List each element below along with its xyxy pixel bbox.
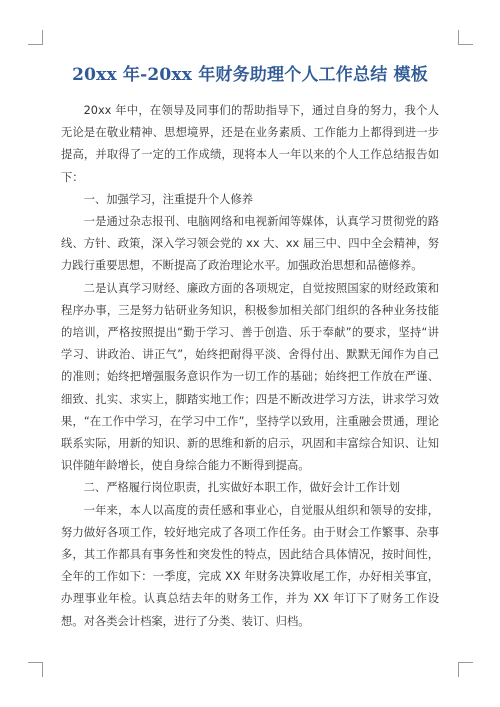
body-paragraph: 二是认真学习财经、廉政方面的各项规定，自觉按照国家的财经政策和程序办事，三是努力钻研业务知识，积极参加相关部门组织的各种业务技能的培训，严格按照提出“勤于学习、善于创造、乐于奉献”的要求，坚持“讲学习、讲政治、讲正气”，始终把耐得平淡、舍得付出、默默无闻作为自己的准则；始终把增强服务意识作为一切工作的基础；始终把工作放在严谨、细致、扎实、求实上，脚踏实地工作；四是不断改进学习方法，讲求学习效果，“在工作中学习，在学习中工作”，坚持学以致用，注重融会贯通，理论联系实际，用新的知识、新的思维和新的启示，巩固和丰富综合知识、让知识伴随年龄增长，使自身综合能力不断得到提高。 [61,281,439,473]
crop-mark-bottom-left [28,662,43,677]
document-body [61,100,439,633]
crop-mark-top-right [458,30,473,45]
crop-mark-bottom-right [458,662,473,677]
crop-mark-top-left [28,30,43,45]
document-title: 20xx 年-20xx 年财务助理个人工作总结 模板 [72,65,428,85]
intro-paragraph: 20xx 年中，在领导及同事们的帮助指导下，通过自身的努力，我个人无论是在敬业精神、思想境界，还是在业务素质、工作能力上都得到进一步提高，并取得了一定的工作成绩，现将本人一年以来的个人工作总结报告如下： [61,104,439,184]
body-paragraph: 一年来，本人以高度的责任感和事业心，自觉服从组织和领导的安排，努力做好各项工作，较好地完成了各项工作任务。由于财会工作繁事、杂事多，其工作都具有事务性和突发性的特点，因此结合具体情况，按时间性，全年的工作如下：一季度，完成 XX 年财务决算收尾工作，办好相关事宜，办理事业年检。认真总结去年的财务工作，并为 XX 年订下了财务工作设想。对各类会计档案，进行了分类、装订、归档。 [61,503,439,628]
section-heading-2: 二、严格履行岗位职责，扎实做好本职工作，做好会计工作计划 [83,481,400,495]
section-heading-1: 一、加强学习，注重提升个人修养 [83,192,254,206]
body-paragraph: 一是通过杂志报刊、电脑网络和电视新闻等媒体，认真学习贯彻党的路线、方针、政策，深入学习领会党的 xx 大、xx 届三中、四中全会精神，努力践行重要思想，不断提高了政治理论水平。加强政治思想和品德修养。 [61,215,439,273]
